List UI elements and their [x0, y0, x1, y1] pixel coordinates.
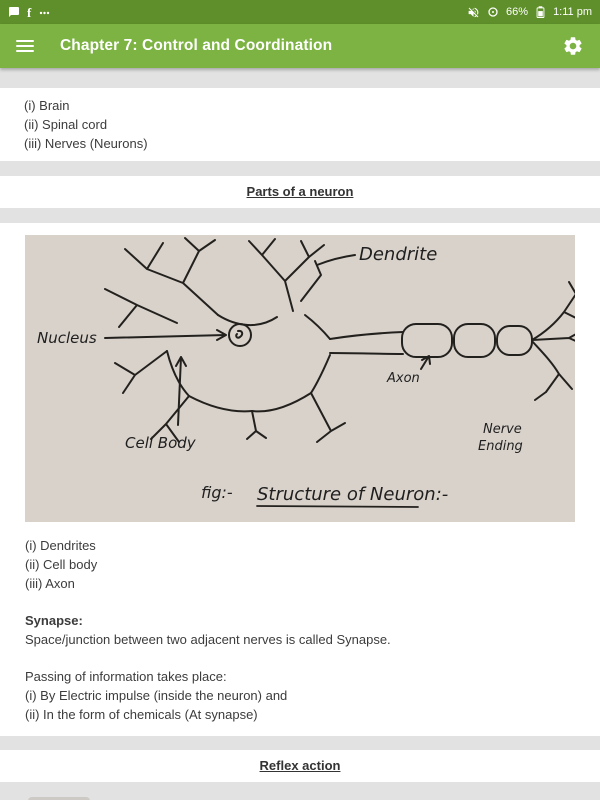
list-item: (ii) Cell body — [25, 557, 98, 572]
list-item: (i) By Electric impulse (inside the neuron) and — [25, 688, 288, 703]
blank-line — [25, 593, 575, 611]
nucleus-label: Nucleus — [37, 329, 97, 347]
neuron-card — [0, 223, 600, 736]
dendrites-top-center — [249, 239, 324, 311]
nerve-endings — [532, 282, 575, 400]
synapse-definition: Space/junction between two adjacent nerves is called Synapse. — [25, 632, 391, 647]
content-scroll[interactable] — [0, 68, 600, 800]
axon-lines — [330, 332, 403, 354]
list-item: (iii) Axon — [25, 576, 75, 591]
menu-icon[interactable] — [16, 40, 34, 52]
synapse-heading: Synapse: — [25, 613, 83, 628]
caption-underline — [257, 506, 418, 507]
nerve-ending-label-line1: Nerve — [483, 422, 522, 437]
list-item: (i) Brain — [24, 98, 70, 113]
battery-percent-text: 66% — [506, 6, 529, 18]
mute-icon — [467, 6, 480, 19]
list-item: (i) Dendrites — [25, 538, 96, 553]
list-item: (iii) Nerves (Neurons) — [24, 136, 148, 151]
heading-parts-of-neuron: Parts of a neuron — [246, 184, 354, 199]
facebook-icon: f — [27, 4, 32, 20]
list-item: (ii) Spinal cord — [24, 117, 108, 132]
dendrites-top-left — [105, 238, 218, 327]
nerve-ending-label-line2: Ending — [478, 439, 523, 454]
chat-notification-icon — [8, 6, 20, 18]
spike-bottom-right — [311, 393, 345, 442]
dendrite-label: Dendrite — [359, 244, 438, 265]
caption-fig-label: fig:- — [201, 483, 233, 502]
nucleus-shape — [229, 324, 251, 346]
blank-line — [25, 649, 575, 667]
spike-bottom — [247, 411, 266, 439]
clock-text: 1:11 pm — [553, 6, 592, 18]
status-bar-left — [8, 6, 51, 19]
dendrites-left — [115, 351, 167, 393]
status-bar — [0, 0, 600, 24]
neuron-diagram — [25, 235, 575, 522]
list-item: (ii) In the form of chemicals (At synapse) — [25, 707, 258, 722]
passing-title: Passing of information takes place: — [25, 669, 227, 684]
nucleus-arrow — [105, 330, 226, 340]
neuron-text-block — [0, 536, 600, 724]
dendrite-pointer-line — [317, 255, 355, 265]
status-bar-right — [467, 5, 592, 19]
battery-icon — [535, 5, 546, 19]
axon-label: Axon — [387, 371, 420, 386]
settings-gear-icon[interactable] — [562, 35, 584, 57]
app-bar — [0, 24, 600, 68]
section-heading-reflex — [0, 750, 600, 782]
cell-body-label: Cell Body — [125, 434, 196, 452]
more-notifications-icon — [38, 6, 51, 18]
myelin-capsules — [402, 324, 532, 357]
caption-title-label: Structure of Neuron:- — [257, 484, 449, 505]
heading-reflex-action: Reflex action — [259, 758, 341, 773]
page-title: Chapter 7: Control and Coordination — [60, 37, 333, 54]
neuron-figure — [25, 235, 575, 522]
data-saver-icon — [487, 6, 499, 18]
intro-card — [0, 88, 600, 161]
section-heading-parts — [0, 176, 600, 208]
